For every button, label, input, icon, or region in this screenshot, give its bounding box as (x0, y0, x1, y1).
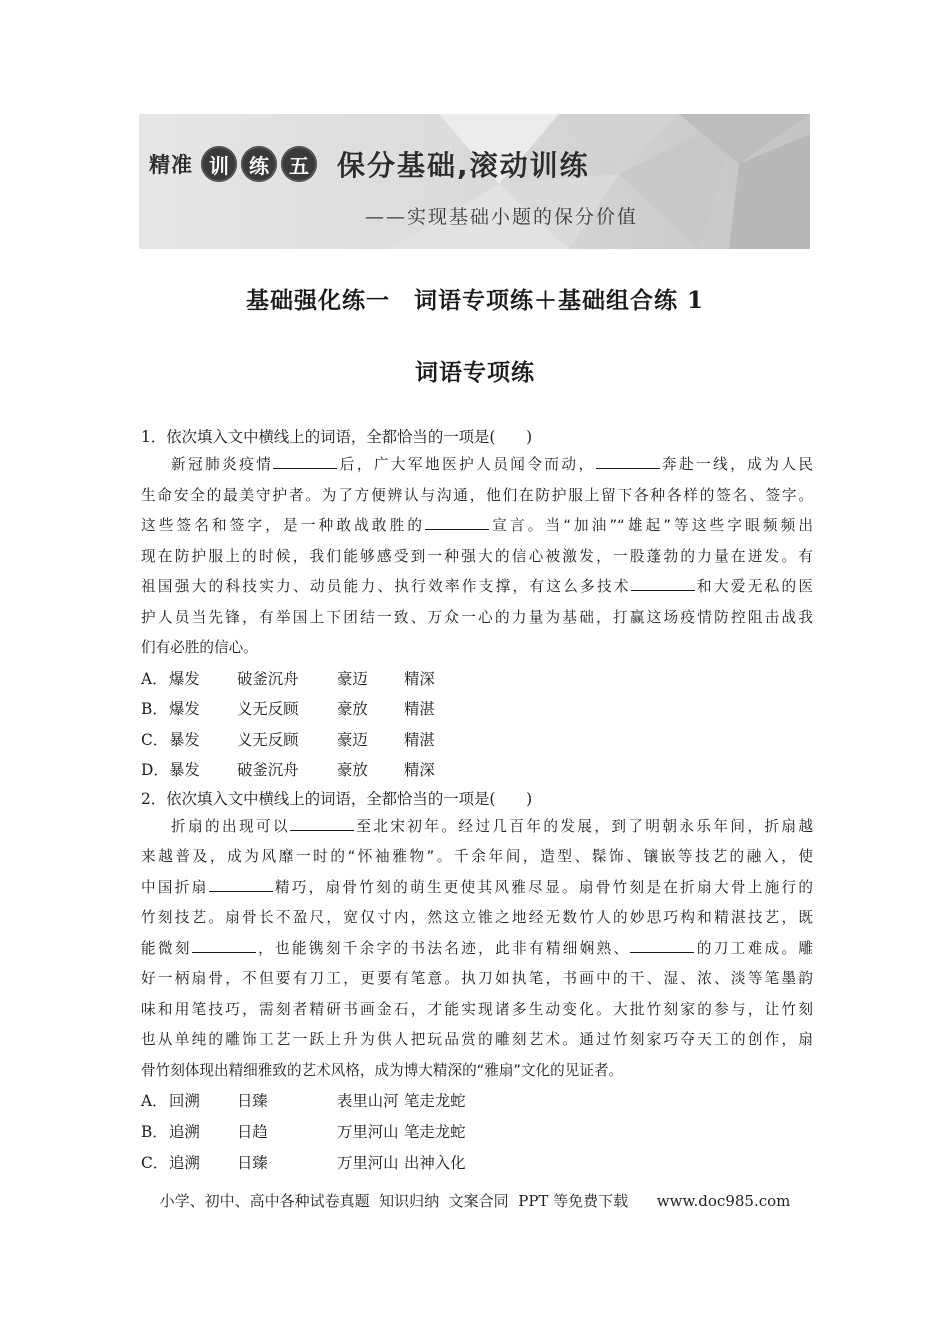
passage-line: 味和用笔技巧，需刻者精研书画金石，才能实现诸多生动变化。大批竹刻家的参与，让竹刻 (141, 1000, 813, 1018)
passage-line: 骨竹刻体现出精细雅致的艺术风格，成为博大精深的“雅扇”文化的见证者。 (141, 1061, 624, 1079)
questions-body (141, 424, 813, 1178)
question-2-passage (141, 812, 813, 1087)
option-row: D． 暴发 破釜沉舟 豪放 精深 (141, 761, 435, 780)
answer-blank (273, 454, 337, 469)
option-row: A． 爆发 破釜沉舟 豪迈 精深 (141, 669, 435, 688)
banner-heading (149, 144, 590, 184)
answer-blank (209, 877, 273, 892)
answer-blank (630, 938, 694, 953)
answer-blank (631, 576, 695, 591)
passage-line: 能微刻 ，也能镌刻千余字的书法名迹，此非有精细娴熟、 的刀工难成。雕 (141, 939, 813, 957)
passage-line: 中国折扇 精巧，扇骨竹刻的萌生更使其风雅尽显。扇骨竹刻是在折扇大骨上施行的 (141, 878, 813, 896)
passage-line: 祖国强大的科技实力、动员能力、执行效率作支撑，有这么多技术 和大爱无私的医 (141, 578, 813, 595)
answer-blank (290, 816, 354, 831)
banner-circle-2: 练 (241, 146, 277, 182)
question-1-stem: 1．依次填入文中横线上的词语，全都恰当的一项是( ) (141, 428, 533, 446)
option-row: B． 爆发 义无反顾 豪放 精湛 (141, 700, 435, 719)
passage-line: 来越普及，成为风靡一时的“怀袖雅物”。千余年间，造型、髹饰、镶嵌等技艺的融入，使 (141, 848, 813, 866)
option-row: C． 追溯 日臻 万里河山 出神入化 (141, 1153, 466, 1172)
question-1-options (141, 664, 813, 786)
answer-blank (425, 515, 489, 530)
question-2-stem: 2．依次填入文中横线上的词语，全都恰当的一项是( ) (141, 789, 533, 808)
answer-blank (192, 938, 256, 953)
passage-line: 现在防护服上的时候，我们能够感受到一种强大的信心被激发，一股蓬勃的力量在迸发。有 (141, 547, 813, 565)
passage-line: 好一柄扇骨，不但要有刀工，更要有笔意。执刀如执笔，书画中的干、湿、浓、淡等笔墨韵 (141, 970, 813, 988)
passage-line: 新冠肺炎疫情 后，广大军地医护人员闻令而动， 奔赴一线，成为人民 (171, 456, 813, 473)
question-2-options (141, 1086, 813, 1178)
banner-circle-1: 训 (201, 146, 237, 182)
passage-line: 折扇的出现可以 至北宋初年。经过几百年的发展，到了明朝永乐年间，折扇越 (171, 817, 813, 835)
passage-line: 竹刻技艺。扇骨长不盈尺，宽仅寸内，然这立锥之地经无数竹人的妙思巧构和精湛技艺，既 (141, 909, 813, 927)
option-row: B． 追溯 日趋 万里河山 笔走龙蛇 (141, 1122, 466, 1141)
question-1-passage (141, 450, 813, 664)
banner-prefix: 精准 (149, 153, 193, 177)
answer-blank (596, 454, 660, 469)
section-title: 词语专项练 (415, 359, 535, 386)
banner-circle-3: 五 (281, 146, 317, 182)
passage-line: 护人员当先锋，有举国上下团结一致、万众一心的力量为基础，打赢这场疫情防控阻击战我 (141, 608, 813, 626)
header-banner (139, 114, 810, 249)
banner-subtitle: ——实现基础小题的保分价值 (364, 206, 638, 228)
passage-line: 们有必胜的信心。 (141, 639, 258, 656)
page-footer: 小学、初中、高中各种试卷真题 知识归纳 文案合同 PPT 等免费下载 www.doc985.com (159, 1192, 791, 1210)
banner-title: 保分基础,滚动训练 (337, 149, 590, 182)
passage-line: 这些签名和签字，是一种敢战敢胜的 宣言。当“加油”“雄起”等这些字眼频频出 (141, 517, 813, 534)
option-row: C． 暴发 义无反顾 豪迈 精湛 (141, 730, 435, 749)
passage-line: 生命安全的最美守护者。为了方便辨认与沟通，他们在防护服上留下各种各样的签名、签字。 (141, 486, 813, 504)
option-row: A． 回溯 日臻 表里山河 笔走龙蛇 (141, 1092, 466, 1111)
passage-line: 也从单纯的雕饰工艺一跃上升为供人把玩品赏的雕刻艺术。通过竹刻家巧夺天工的创作，扇 (141, 1031, 813, 1049)
page-title: 基础强化练一 词语专项练＋基础组合练 1 (245, 287, 704, 314)
